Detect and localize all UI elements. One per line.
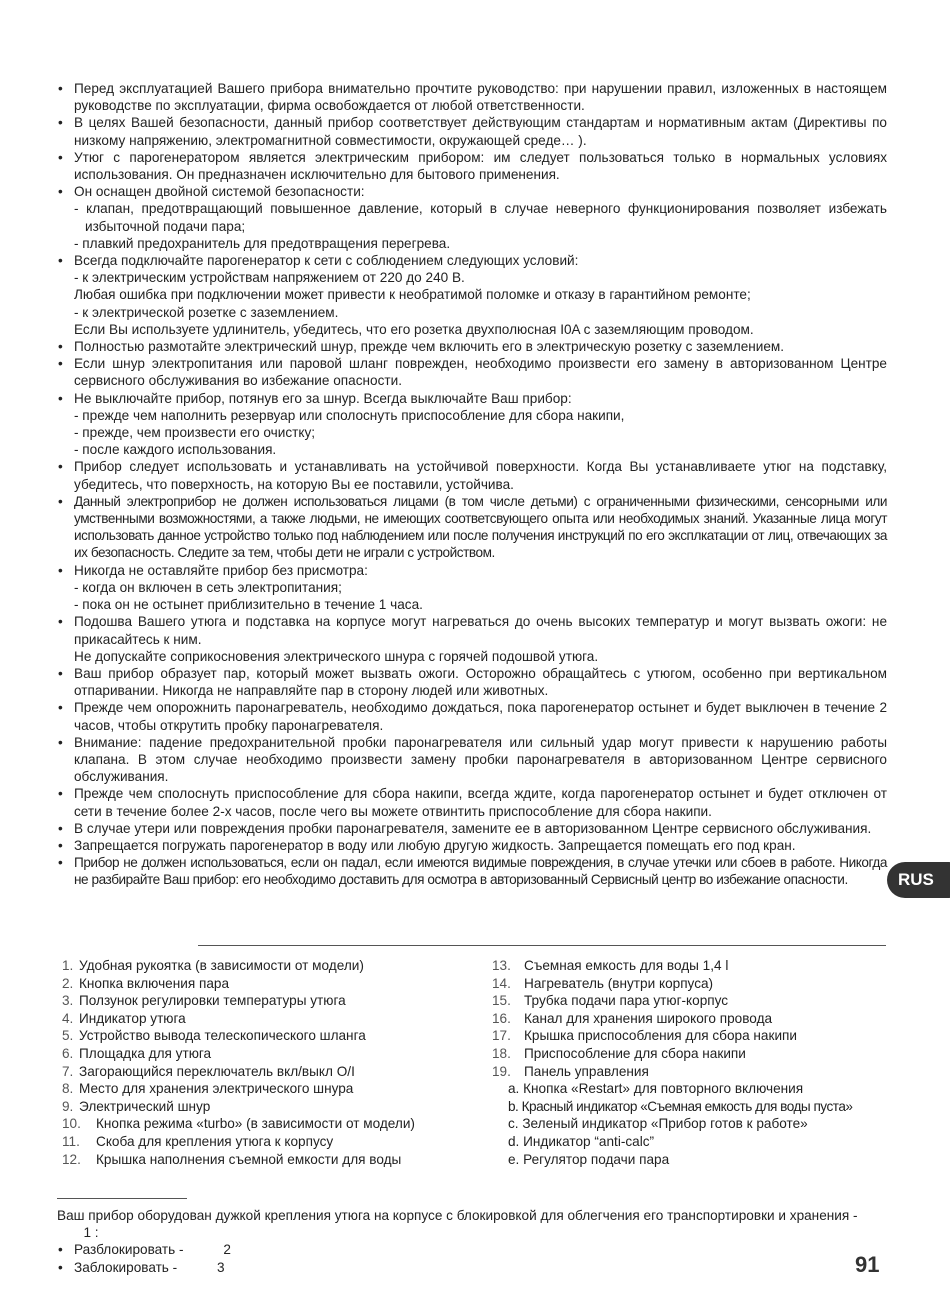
part-label: Крышка приспособления для сбора накипи (524, 1028, 797, 1044)
part-number: 15. (492, 993, 511, 1009)
control-panel-item: d. Индикатор “anti-calc” (508, 1133, 655, 1149)
part-label: Устройство вывода телескопического шланга (79, 1028, 366, 1044)
part-item (62, 992, 415, 1010)
parts-list-right (492, 957, 852, 1168)
part-number: 19. (492, 1063, 511, 1079)
control-panel-item: b. Красный индикатор «Съемная емкость для воды пуста» (508, 1098, 853, 1114)
part-label: Скоба для крепления утюга к корпусу (96, 1133, 334, 1149)
part-item (62, 1098, 415, 1116)
part-number: 18. (492, 1045, 511, 1061)
part-number: 5. (62, 1028, 74, 1044)
part-label: Панель управления (524, 1063, 649, 1079)
part-item (492, 975, 852, 993)
divider (198, 945, 886, 946)
dash-item: - после каждого использования. (74, 442, 277, 458)
part-number: 17. (492, 1028, 511, 1044)
part-number: 9. (62, 1098, 74, 1114)
bullet-item: • Ваш прибор образует пар, который может вызвать ожоги. Осторожно обращайтесь с утюгом, особенно при вертикальном отпаривании. Никогда не направляйте пар в сторону людей или животных. (57, 665, 887, 699)
bullet-item: • Внимание: падение предохранительной пробки паронагревателя или сильный удар могут привести к нарушению работы клапана. В этом случае необходимо произвести замену пробки паронагревателя в авторизованном Центре сервисного обслуживания. (57, 734, 887, 786)
bullet-item: • Прибор следует использовать и устанавливать на устойчивой поверхности. Когда Вы устанавливаете утюг на подставку, убедитесь, что поверхность, на которую Вы ее поставили, устойчива. (57, 458, 887, 492)
dash-item: - к электрическим устройствам напряжением от 220 до 240 В. (74, 270, 465, 286)
dash-item: - клапан, предотвращающий повышенное давление, который в случае неверного функционирования позволяет избежать избыточной подачи пара; (74, 201, 887, 234)
part-item (62, 1027, 415, 1045)
bullet-item: • Данный электроприбор не должен использоваться лицами (в том числе детьми) с ограниченными физическими, сенсорными или умственными возможностями, а также людьми, не имеющих соответсвующего опыта или необходимых знаний. Указанные лица могут использовать данное устройство только под наблюдением или после получения инструкций по его эксплкатации от лиц, отвечающих за их безопасность. Следите за тем, чтобы дети не играли с устройством. (57, 493, 887, 562)
bullet-item: • В случае утери или повреждения пробки паронагревателя, замените ее в авторизованном Центре сервисного обслуживания. (57, 820, 887, 837)
bullet-item: • Подошва Вашего утюга и подставка на корпусе могут нагреваться до очень высоких температур и могут вызвать ожоги: не прикасайтесь к ним. (57, 613, 887, 647)
part-label: Площадка для утюга (79, 1045, 212, 1061)
bullet-item: • Запрещается погружать парогенератор в воду или любую другую жидкость. Запрещается помещать его под кран. (57, 837, 887, 854)
part-label: Кнопка режима «turbo» (в зависимости от модели) (96, 1116, 415, 1132)
part-label: Удобная рукоятка (в зависимости от модели) (79, 958, 364, 973)
part-number: 14. (492, 975, 511, 991)
part-number: 13. (492, 958, 511, 973)
part-label: Съемная емкость для воды 1,4 l (524, 958, 729, 973)
part-item (492, 1063, 852, 1081)
footnote (57, 1207, 887, 1276)
part-item (62, 1080, 415, 1098)
part-label: Приспособление для сбора накипи (524, 1045, 746, 1061)
paragraph: Не допускайте соприкосновения электрического шнура с горячей подошвой утюга. (74, 648, 599, 664)
bullet-item: • Никогда не оставляйте прибор без присмотра: (57, 562, 887, 579)
page-number: 91 (855, 1252, 880, 1277)
bullet-item: • Прибор не должен использоваться, если он падал, если имеются видимые повреждения, в случае утечки или сбоев в работе. Никогда не разбирайте Ваш прибор: его необходимо доставить для осмотра в авторизованный Сервисный центр во избежание опасности. (57, 854, 887, 888)
part-label: Крышка наполнения съемной емкости для воды (96, 1151, 402, 1167)
part-number: 8. (62, 1081, 74, 1097)
part-item (62, 1133, 415, 1151)
part-label: Канал для хранения широкого провода (524, 1010, 773, 1026)
footnote-text: Ваш прибор оборудован дужкой крепления утюга на корпусе с блокировкой для облегчения его транспортировки и хранения - 1 : (57, 1208, 858, 1241)
part-number: 12. (62, 1151, 81, 1167)
part-item (492, 1010, 852, 1028)
part-number: 3. (62, 993, 74, 1009)
paragraph: Любая ошибка при подключении может привести к необратимой поломке и отказу в гарантийном ремонте; (74, 287, 751, 303)
bullet-item: • Он оснащен двойной системой безопасности: (57, 183, 887, 200)
bullet-item: • В целях Вашей безопасности, данный прибор соответствует действующим стандартам и нормативным актам (Директивы по низкому напряжению, электромагнитной совместимости, окружающей среде… ). (57, 114, 887, 148)
safety-instructions (57, 80, 887, 889)
part-label: Трубка подачи пара утюг-корпус (524, 993, 729, 1009)
part-number: 16. (492, 1010, 511, 1026)
part-item (62, 1010, 415, 1028)
dash-item: - когда он включен в сеть электропитания; (74, 579, 342, 595)
paragraph: Если Вы используете удлинитель, убедитесь, что его розетка двухполюсная I0A с заземляющим проводом. (74, 321, 754, 337)
part-label: Кнопка включения пара (79, 975, 230, 991)
part-item (62, 1115, 415, 1133)
footnote-item-ref: 2 (223, 1242, 231, 1258)
part-label: Индикатор утюга (79, 1010, 186, 1026)
bullet-item: • Всегда подключайте парогенератор к сети с соблюдением следующих условий: (57, 252, 887, 269)
bullet-item: • Не выключайте прибор, потянув его за шнур. Всегда выключайте Ваш прибор: (57, 390, 887, 407)
part-item (62, 1151, 415, 1169)
control-panel-item: c. Зеленый индикатор «Прибор готов к работе» (508, 1116, 808, 1132)
bullet-item: • Перед эксплуатацией Вашего прибора внимательно прочтите руководство: при нарушении правил, изложенных в настоящем руководстве по эксплуатации, фирма освобождается от любой ответственности. (57, 80, 887, 114)
part-number: 7. (62, 1063, 74, 1079)
part-item (62, 1045, 415, 1063)
part-label: Место для хранения электрического шнура (79, 1081, 354, 1097)
footnote-item: • Заблокировать - 3 (57, 1259, 887, 1276)
dash-item: - к электрической розетке с заземлением. (74, 304, 339, 320)
part-number: 11. (62, 1133, 80, 1149)
bullet-item: • Полностью размотайте электрический шнур, прежде чем включить его в электрическую розетку с заземлением. (57, 338, 887, 355)
part-item (492, 957, 852, 975)
part-item (62, 957, 415, 975)
control-panel-item: a. Кнопка «Restart» для повторного включения (508, 1081, 804, 1097)
part-item (492, 1027, 852, 1045)
part-number: 1. (62, 958, 74, 973)
control-panel-item: e. Регулятор подачи пара (508, 1151, 670, 1167)
footnote-item-ref: 3 (216, 1259, 225, 1275)
part-item (62, 975, 415, 993)
part-item (62, 1063, 415, 1081)
dash-item: - пока он не остынет приблизительно в течение 1 часа. (74, 597, 423, 613)
footnote-item: • Разблокировать - 2 (57, 1241, 887, 1258)
bullet-item: • Прежде чем сполоснуть приспособление для сбора накипи, всегда ждите, когда парогенератор остынет и будет отключен от сети в течение более 2-х часов, после чего вы можете отвинтить приспособление для сбора накипи. (57, 785, 887, 819)
dash-item: - плавкий предохранитель для предотвращения перегрева. (74, 235, 451, 251)
language-badge: RUS (887, 862, 950, 898)
part-number: 10. (62, 1116, 81, 1132)
footnote-divider (57, 1198, 187, 1199)
footnote-ref: 1 : (83, 1225, 99, 1241)
part-number: 4. (62, 1010, 74, 1026)
dash-item: - прежде чем наполнить резервуар или сполоснуть приспособление для сбора накипи, (74, 407, 625, 423)
bullet-item: • Если шнур электропитания или паровой шланг поврежден, необходимо произвести его замену в авторизованном Центре сервисного обслуживания во избежание опасности. (57, 355, 887, 389)
part-item (492, 992, 852, 1010)
part-label: Загорающийся переключатель вкл/выкл O/I (79, 1063, 355, 1079)
part-number: 2. (62, 975, 74, 991)
part-label: Ползунок регулировки температуры утюга (79, 993, 346, 1009)
parts-list-left (62, 957, 415, 1168)
part-label: Электрический шнур (79, 1098, 211, 1114)
part-item (492, 1045, 852, 1063)
part-label: Нагреватель (внутри корпуса) (524, 975, 714, 991)
bullet-item: • Утюг с парогенератором является электрическим прибором: им следует пользоваться только в нормальных условиях использования. Он предназначен исключительно для бытового применения. (57, 149, 887, 183)
dash-item: - прежде, чем произвести его очистку; (74, 425, 316, 441)
bullet-item: • Прежде чем опорожнить паронагреватель, необходимо дождаться, пока парогенератор остынет и будет выключен в течение 2 часов, чтобы открутить пробку паронагревателя. (57, 699, 887, 733)
part-number: 6. (62, 1045, 74, 1061)
